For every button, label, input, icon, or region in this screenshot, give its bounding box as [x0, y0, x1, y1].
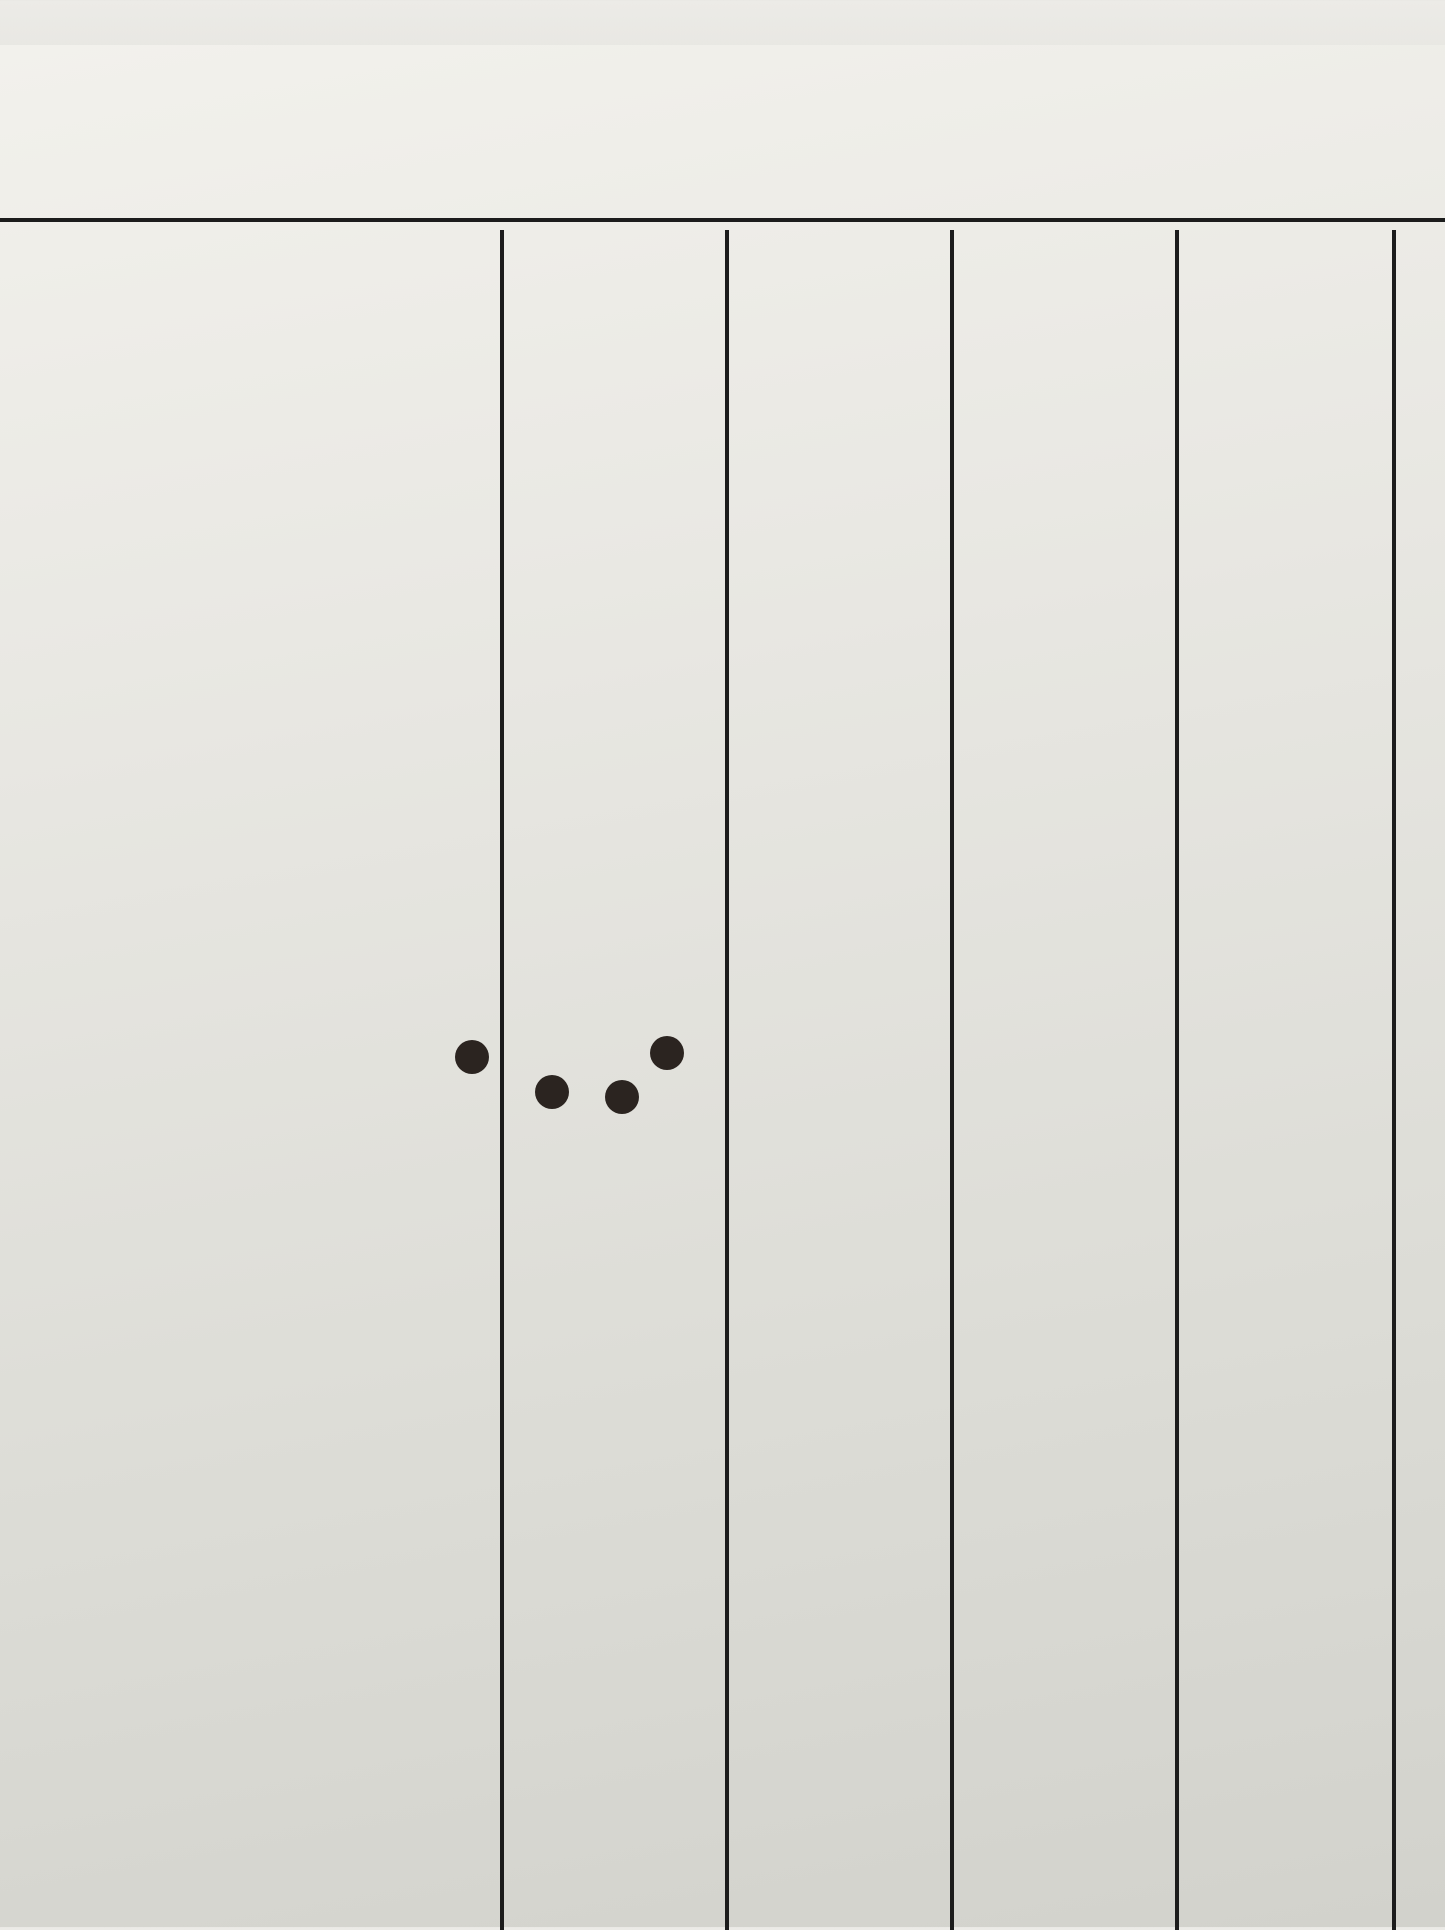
- header-rule: [0, 218, 1445, 222]
- punch-hole: [535, 1075, 569, 1109]
- punch-hole: [455, 1040, 489, 1074]
- column-divider: [1175, 230, 1179, 1930]
- punch-hole: [650, 1036, 684, 1070]
- column-divider: [500, 230, 504, 1930]
- column-divider: [725, 230, 729, 1930]
- column-divider: [1392, 230, 1396, 1930]
- calendar-page: [0, 45, 1445, 1927]
- column-divider: [950, 230, 954, 1930]
- punch-hole: [605, 1080, 639, 1114]
